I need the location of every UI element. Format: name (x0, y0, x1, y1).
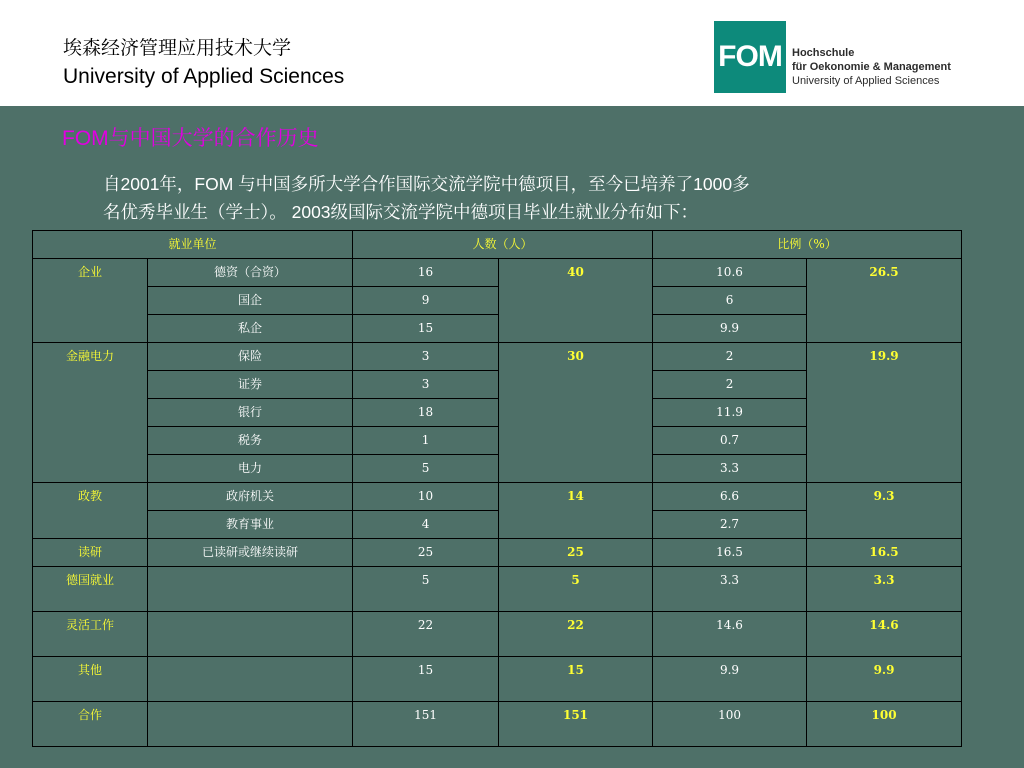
count-cell: 3 (353, 343, 499, 371)
group-total-ratio: 19.9 (807, 343, 962, 483)
ratio-cell: 3.3 (653, 455, 807, 483)
group-total-ratio: 9.9 (807, 657, 962, 702)
sub-category: 电力 (148, 455, 353, 483)
table-row (33, 702, 962, 747)
group-total-ratio: 26.5 (807, 259, 962, 343)
group-total-count: 5 (499, 567, 653, 612)
ratio-cell: 2 (653, 371, 807, 399)
ratio-cell: 6 (653, 287, 807, 315)
group-total-ratio: 9.3 (807, 483, 962, 539)
count-cell: 18 (353, 399, 499, 427)
count-cell: 22 (353, 612, 499, 657)
group-total-count: 40 (499, 259, 653, 343)
count-cell: 4 (353, 511, 499, 539)
ratio-cell: 0.7 (653, 427, 807, 455)
group-label: 企业 (33, 259, 148, 343)
university-name-en: University of Applied Sciences (63, 65, 345, 88)
group-label: 德国就业 (33, 567, 148, 612)
header-bar (0, 0, 1024, 106)
ratio-cell: 100 (653, 702, 807, 747)
sub-category: 银行 (148, 399, 353, 427)
ratio-cell: 6.6 (653, 483, 807, 511)
table-row (33, 567, 962, 612)
table-row (33, 612, 962, 657)
fom-logo-mark: FOM (714, 21, 786, 93)
ratio-cell: 11.9 (653, 399, 807, 427)
group-label: 政教 (33, 483, 148, 539)
group-total-count: 15 (499, 657, 653, 702)
university-name-cn: 埃森经济管理应用技术大学 (63, 37, 292, 59)
header-ratio: 比例（%） (653, 231, 962, 259)
group-total-ratio: 3.3 (807, 567, 962, 612)
sub-category (148, 702, 353, 747)
ratio-cell: 9.9 (653, 657, 807, 702)
group-total-count: 14 (499, 483, 653, 539)
group-label: 合作 (33, 702, 148, 747)
group-label: 灵活工作 (33, 612, 148, 657)
group-total-ratio: 16.5 (807, 539, 962, 567)
logo-line-3: University of Applied Sciences (792, 75, 940, 87)
group-label: 金融电力 (33, 343, 148, 483)
count-cell: 15 (353, 657, 499, 702)
group-total-count: 30 (499, 343, 653, 483)
table-row (33, 343, 962, 371)
ratio-cell: 10.6 (653, 259, 807, 287)
count-cell: 5 (353, 455, 499, 483)
intro-line-1: 自2001年，FOM 与中国多所大学合作国际交流学院中德项目，至今已培养了1000多 (103, 174, 750, 194)
table-row (33, 483, 962, 511)
intro-line-2: 名优秀毕业生（学士）。 2003级国际交流学院中德项目毕业生就业分布如下： (103, 202, 699, 222)
ratio-cell: 16.5 (653, 539, 807, 567)
group-total-ratio: 14.6 (807, 612, 962, 657)
sub-category: 教育事业 (148, 511, 353, 539)
count-cell: 15 (353, 315, 499, 343)
sub-category: 保险 (148, 343, 353, 371)
sub-category (148, 612, 353, 657)
group-label: 其他 (33, 657, 148, 702)
sub-category: 德资（合资） (148, 259, 353, 287)
count-cell: 25 (353, 539, 499, 567)
intro-paragraph (103, 170, 903, 226)
header-count: 人数（人） (353, 231, 653, 259)
table-row (33, 657, 962, 702)
group-total-count: 151 (499, 702, 653, 747)
sub-category: 证券 (148, 371, 353, 399)
fom-logo-text (792, 46, 951, 88)
count-cell: 3 (353, 371, 499, 399)
count-cell: 9 (353, 287, 499, 315)
table-row (33, 259, 962, 287)
slide-title: FOM与中国大学的合作历史 (62, 127, 319, 150)
count-cell: 5 (353, 567, 499, 612)
table-header-row (33, 231, 962, 259)
header-unit: 就业单位 (33, 231, 353, 259)
group-total-count: 22 (499, 612, 653, 657)
logo-line-1: Hochschule (792, 47, 855, 59)
count-cell: 1 (353, 427, 499, 455)
sub-category: 私企 (148, 315, 353, 343)
logo-line-2: für Oekonomie & Management (792, 61, 951, 73)
ratio-cell: 2.7 (653, 511, 807, 539)
count-cell: 16 (353, 259, 499, 287)
sub-category: 税务 (148, 427, 353, 455)
sub-category: 政府机关 (148, 483, 353, 511)
sub-category: 国企 (148, 287, 353, 315)
employment-table (32, 230, 962, 747)
ratio-cell: 2 (653, 343, 807, 371)
group-total-count: 25 (499, 539, 653, 567)
ratio-cell: 9.9 (653, 315, 807, 343)
ratio-cell: 3.3 (653, 567, 807, 612)
count-cell: 151 (353, 702, 499, 747)
table-row (33, 539, 962, 567)
sub-category (148, 657, 353, 702)
count-cell: 10 (353, 483, 499, 511)
group-total-ratio: 100 (807, 702, 962, 747)
sub-category (148, 567, 353, 612)
ratio-cell: 14.6 (653, 612, 807, 657)
sub-category: 已读研或继续读研 (148, 539, 353, 567)
group-label: 读研 (33, 539, 148, 567)
